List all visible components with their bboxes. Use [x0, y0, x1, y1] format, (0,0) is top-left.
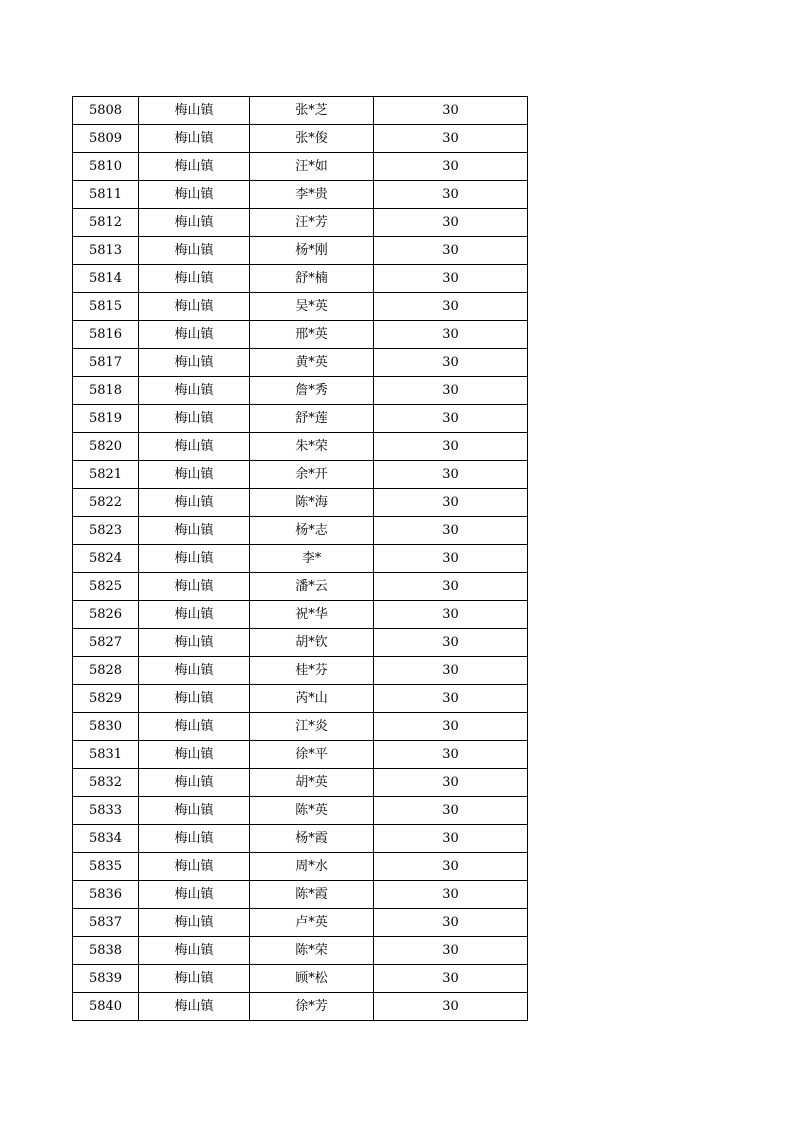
- row-number-cell: 5815: [73, 293, 139, 321]
- table-row: [73, 965, 528, 993]
- table-row: [73, 881, 528, 909]
- amount-cell: 30: [374, 433, 528, 461]
- table-row: [73, 489, 528, 517]
- table-row: [73, 573, 528, 601]
- name-cell: 卢*英: [250, 909, 374, 937]
- town-cell: 梅山镇: [139, 293, 250, 321]
- table-row: [73, 433, 528, 461]
- table-row: [73, 601, 528, 629]
- table-row: [73, 741, 528, 769]
- town-cell: 梅山镇: [139, 461, 250, 489]
- row-number-cell: 5836: [73, 881, 139, 909]
- amount-cell: 30: [374, 153, 528, 181]
- row-number-cell: 5829: [73, 685, 139, 713]
- town-cell: 梅山镇: [139, 797, 250, 825]
- row-number-cell: 5808: [73, 97, 139, 125]
- town-cell: 梅山镇: [139, 125, 250, 153]
- town-cell: 梅山镇: [139, 685, 250, 713]
- row-number-cell: 5809: [73, 125, 139, 153]
- town-cell: 梅山镇: [139, 853, 250, 881]
- town-cell: 梅山镇: [139, 349, 250, 377]
- amount-cell: 30: [374, 545, 528, 573]
- name-cell: 胡*钦: [250, 629, 374, 657]
- row-number-cell: 5837: [73, 909, 139, 937]
- town-cell: 梅山镇: [139, 741, 250, 769]
- row-number-cell: 5813: [73, 237, 139, 265]
- amount-cell: 30: [374, 629, 528, 657]
- town-cell: 梅山镇: [139, 965, 250, 993]
- row-number-cell: 5840: [73, 993, 139, 1021]
- row-number-cell: 5834: [73, 825, 139, 853]
- name-cell: 舒*莲: [250, 405, 374, 433]
- row-number-cell: 5839: [73, 965, 139, 993]
- table-row: [73, 237, 528, 265]
- row-number-cell: 5824: [73, 545, 139, 573]
- row-number-cell: 5811: [73, 181, 139, 209]
- amount-cell: 30: [374, 797, 528, 825]
- town-cell: 梅山镇: [139, 769, 250, 797]
- table-row: [73, 629, 528, 657]
- table-row: [73, 181, 528, 209]
- name-cell: 张*俊: [250, 125, 374, 153]
- town-cell: 梅山镇: [139, 629, 250, 657]
- row-number-cell: 5810: [73, 153, 139, 181]
- name-cell: 桂*芬: [250, 657, 374, 685]
- town-cell: 梅山镇: [139, 517, 250, 545]
- amount-cell: 30: [374, 265, 528, 293]
- table-row: [73, 349, 528, 377]
- name-cell: 汪*芳: [250, 209, 374, 237]
- row-number-cell: 5819: [73, 405, 139, 433]
- amount-cell: 30: [374, 321, 528, 349]
- town-cell: 梅山镇: [139, 489, 250, 517]
- amount-cell: 30: [374, 937, 528, 965]
- name-cell: 黄*英: [250, 349, 374, 377]
- name-cell: 胡*英: [250, 769, 374, 797]
- name-cell: 芮*山: [250, 685, 374, 713]
- name-cell: 潘*云: [250, 573, 374, 601]
- amount-cell: 30: [374, 741, 528, 769]
- table-row: [73, 937, 528, 965]
- town-cell: 梅山镇: [139, 573, 250, 601]
- table-row: [73, 265, 528, 293]
- name-cell: 周*水: [250, 853, 374, 881]
- town-cell: 梅山镇: [139, 909, 250, 937]
- town-cell: 梅山镇: [139, 545, 250, 573]
- amount-cell: 30: [374, 517, 528, 545]
- town-cell: 梅山镇: [139, 321, 250, 349]
- name-cell: 徐*平: [250, 741, 374, 769]
- row-number-cell: 5821: [73, 461, 139, 489]
- town-cell: 梅山镇: [139, 405, 250, 433]
- town-cell: 梅山镇: [139, 881, 250, 909]
- row-number-cell: 5814: [73, 265, 139, 293]
- table-row: [73, 293, 528, 321]
- town-cell: 梅山镇: [139, 601, 250, 629]
- table-row: [73, 321, 528, 349]
- row-number-cell: 5818: [73, 377, 139, 405]
- row-number-cell: 5830: [73, 713, 139, 741]
- town-cell: 梅山镇: [139, 153, 250, 181]
- name-cell: 杨*志: [250, 517, 374, 545]
- name-cell: 祝*华: [250, 601, 374, 629]
- name-cell: 李*贵: [250, 181, 374, 209]
- amount-cell: 30: [374, 769, 528, 797]
- name-cell: 邢*英: [250, 321, 374, 349]
- amount-cell: 30: [374, 489, 528, 517]
- amount-cell: 30: [374, 181, 528, 209]
- name-cell: 陈*海: [250, 489, 374, 517]
- town-cell: 梅山镇: [139, 265, 250, 293]
- table-row: [73, 405, 528, 433]
- town-cell: 梅山镇: [139, 433, 250, 461]
- town-cell: 梅山镇: [139, 97, 250, 125]
- name-cell: 陈*荣: [250, 937, 374, 965]
- row-number-cell: 5820: [73, 433, 139, 461]
- row-number-cell: 5826: [73, 601, 139, 629]
- row-number-cell: 5835: [73, 853, 139, 881]
- amount-cell: 30: [374, 349, 528, 377]
- amount-cell: 30: [374, 293, 528, 321]
- row-number-cell: 5833: [73, 797, 139, 825]
- amount-cell: 30: [374, 405, 528, 433]
- table-row: [73, 657, 528, 685]
- row-number-cell: 5831: [73, 741, 139, 769]
- name-cell: 朱*荣: [250, 433, 374, 461]
- table-row: [73, 713, 528, 741]
- name-cell: 陈*霞: [250, 881, 374, 909]
- town-cell: 梅山镇: [139, 181, 250, 209]
- name-cell: 詹*秀: [250, 377, 374, 405]
- name-cell: 余*开: [250, 461, 374, 489]
- amount-cell: 30: [374, 377, 528, 405]
- roster-table: [72, 96, 528, 1021]
- amount-cell: 30: [374, 993, 528, 1021]
- roster-body: [73, 97, 528, 1021]
- row-number-cell: 5827: [73, 629, 139, 657]
- row-number-cell: 5832: [73, 769, 139, 797]
- town-cell: 梅山镇: [139, 993, 250, 1021]
- row-number-cell: 5812: [73, 209, 139, 237]
- town-cell: 梅山镇: [139, 937, 250, 965]
- name-cell: 徐*芳: [250, 993, 374, 1021]
- name-cell: 陈*英: [250, 797, 374, 825]
- table-row: [73, 153, 528, 181]
- name-cell: 吴*英: [250, 293, 374, 321]
- town-cell: 梅山镇: [139, 237, 250, 265]
- row-number-cell: 5823: [73, 517, 139, 545]
- amount-cell: 30: [374, 209, 528, 237]
- amount-cell: 30: [374, 601, 528, 629]
- table-row: [73, 993, 528, 1021]
- table-row: [73, 545, 528, 573]
- amount-cell: 30: [374, 825, 528, 853]
- table-row: [73, 97, 528, 125]
- amount-cell: 30: [374, 685, 528, 713]
- town-cell: 梅山镇: [139, 657, 250, 685]
- table-row: [73, 685, 528, 713]
- table-row: [73, 909, 528, 937]
- amount-cell: 30: [374, 97, 528, 125]
- table-row: [73, 853, 528, 881]
- name-cell: 舒*楠: [250, 265, 374, 293]
- table-row: [73, 209, 528, 237]
- amount-cell: 30: [374, 713, 528, 741]
- table-row: [73, 517, 528, 545]
- town-cell: 梅山镇: [139, 713, 250, 741]
- row-number-cell: 5838: [73, 937, 139, 965]
- amount-cell: 30: [374, 573, 528, 601]
- amount-cell: 30: [374, 237, 528, 265]
- amount-cell: 30: [374, 657, 528, 685]
- name-cell: 李*: [250, 545, 374, 573]
- table-row: [73, 377, 528, 405]
- row-number-cell: 5828: [73, 657, 139, 685]
- town-cell: 梅山镇: [139, 825, 250, 853]
- table-row: [73, 125, 528, 153]
- amount-cell: 30: [374, 461, 528, 489]
- name-cell: 汪*如: [250, 153, 374, 181]
- table-row: [73, 825, 528, 853]
- row-number-cell: 5816: [73, 321, 139, 349]
- amount-cell: 30: [374, 965, 528, 993]
- amount-cell: 30: [374, 909, 528, 937]
- name-cell: 江*炎: [250, 713, 374, 741]
- amount-cell: 30: [374, 853, 528, 881]
- name-cell: 张*芝: [250, 97, 374, 125]
- town-cell: 梅山镇: [139, 209, 250, 237]
- name-cell: 杨*刚: [250, 237, 374, 265]
- table-row: [73, 769, 528, 797]
- row-number-cell: 5825: [73, 573, 139, 601]
- amount-cell: 30: [374, 125, 528, 153]
- row-number-cell: 5822: [73, 489, 139, 517]
- name-cell: 顾*松: [250, 965, 374, 993]
- name-cell: 杨*霞: [250, 825, 374, 853]
- table-row: [73, 797, 528, 825]
- row-number-cell: 5817: [73, 349, 139, 377]
- table-row: [73, 461, 528, 489]
- amount-cell: 30: [374, 881, 528, 909]
- town-cell: 梅山镇: [139, 377, 250, 405]
